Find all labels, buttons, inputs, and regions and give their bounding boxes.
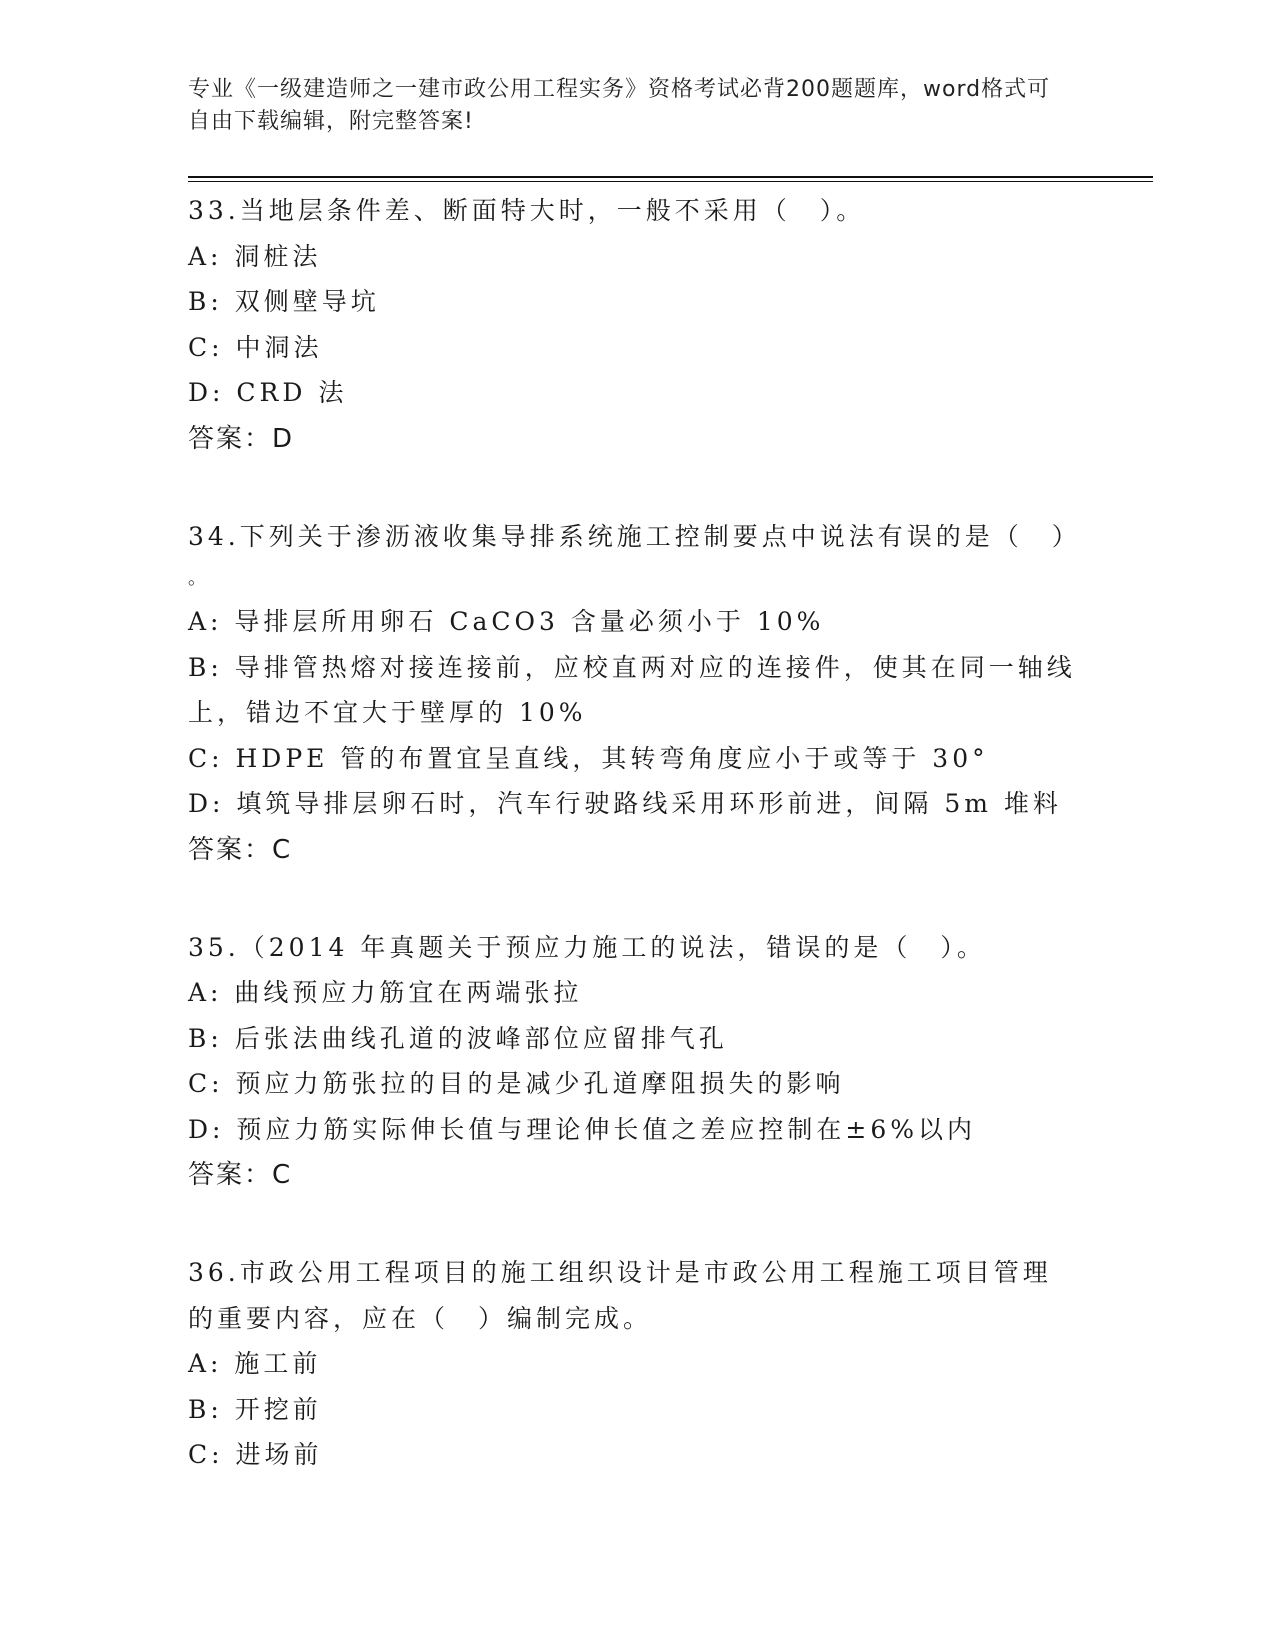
document-header — [188, 74, 1068, 138]
question-block-35 — [188, 925, 1088, 1199]
option-b: B: 后张法曲线孔道的波峰部位应留排气孔 — [188, 1023, 728, 1053]
question-spacer — [188, 873, 1088, 925]
option-c: C: HDPE 管的布置宜呈直线，其转弯角度应小于或等于 30° — [188, 743, 989, 773]
answer-label: 答案：C — [188, 1160, 293, 1190]
option-d: D: 预应力筋实际伸长值与理论伸长值之差应控制在±6%以内 — [188, 1114, 977, 1144]
question-stem: 33.当地层条件差、断面特大时，一般不采用（ ）。 — [188, 196, 866, 225]
option-a: A: 洞桩法 — [188, 241, 322, 271]
option-c: C: 预应力筋张拉的目的是减少孔道摩阻损失的影响 — [188, 1069, 845, 1098]
question-stem: 34.下列关于渗沥液收集导排系统施工控制要点中说法有误的是（ ） — [188, 521, 1081, 551]
question-spacer — [188, 462, 1088, 514]
option-b: B: 导排管热熔对接连接前，应校直两对应的连接件，使其在同一轴线上，错边不宜大于壁厚的 10% — [188, 652, 1076, 727]
option-c: C: 中洞法 — [188, 332, 323, 362]
header-divider-thin — [188, 181, 1153, 182]
option-a: A: 导排层所用卵石 CaCO3 含量必须小于 10% — [188, 607, 825, 636]
answer-label: 答案：D — [188, 423, 295, 454]
option-d: D: CRD 法 — [188, 378, 348, 407]
option-c: C: 进场前 — [188, 1440, 323, 1469]
answer-label: 答案：C — [188, 834, 293, 865]
question-spacer — [188, 1198, 1088, 1250]
header-divider-thick — [188, 176, 1153, 178]
option-b: B: 开挖前 — [188, 1394, 322, 1424]
question-stem-tail: 。 — [188, 568, 210, 589]
question-stem: 36.市政公用工程项目的施工组织设计是市政公用工程施工项目管理的重要内容，应在（ ）编制完成。 — [188, 1258, 1052, 1333]
option-a: A: 施工前 — [188, 1349, 322, 1378]
option-a: A: 曲线预应力筋宜在两端张拉 — [188, 978, 583, 1007]
option-d: D: 填筑导排层卵石时，汽车行驶路线采用环形前进，间隔 5m 堆料 — [188, 789, 1062, 818]
question-block-33 — [188, 188, 1088, 462]
question-stem: 35.（2014 年真题关于预应力施工的说法，错误的是（ ）。 — [188, 932, 986, 962]
question-list — [188, 188, 1088, 1478]
option-b: B: 双侧壁导坑 — [188, 287, 380, 316]
header-intro-text: 专业《一级建造师之一建市政公用工程实务》资格考试必背200题题库，word格式可自由下载编辑，附完整答案! — [188, 77, 1051, 134]
question-block-36 — [188, 1250, 1088, 1478]
question-block-34 — [188, 514, 1088, 873]
